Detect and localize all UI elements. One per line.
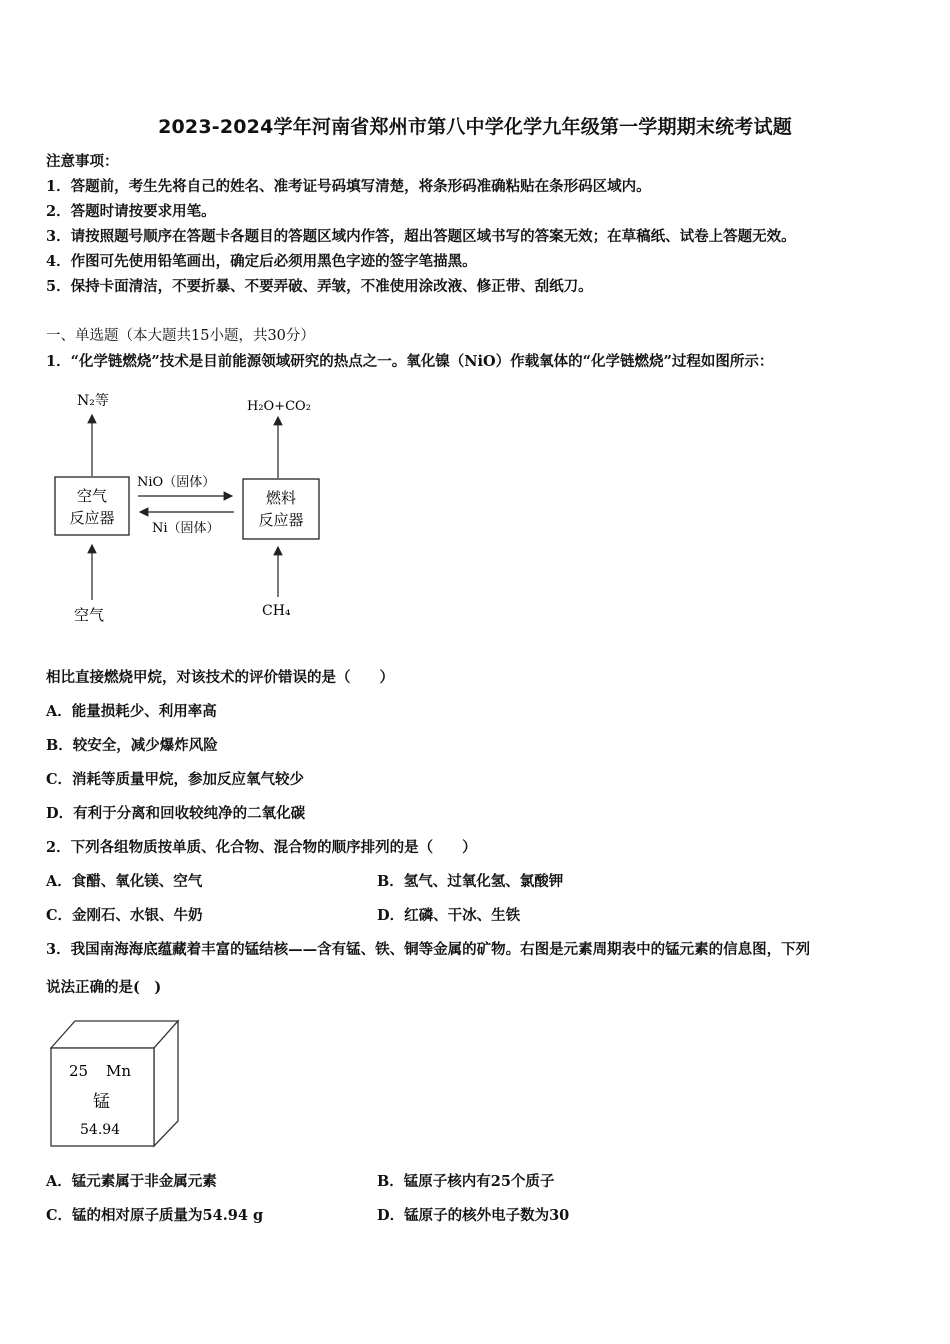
fuel-reactor-label: 反应器 [258, 511, 304, 529]
question-3-option: C．锰的相对原子质量为54.94 g [46, 1207, 264, 1224]
notice-item: 1．答题前，考生先将自己的姓名、准考证号码填写清楚，将条形码准确粘贴在条形码区域内。 [46, 178, 651, 195]
ni-label: Ni（固体） [152, 521, 220, 536]
question-1-option: D．有利于分离和回收较纯净的二氧化碳 [46, 805, 306, 822]
notice-item: 5．保持卡面清洁，不要折暴、不要弄破、弄皱，不准使用涂改液、修正带、刮纸刀。 [46, 278, 593, 295]
question-2-option: A．食醋、氧化镁、空气 [46, 873, 203, 890]
atomic-number: 25 [69, 1062, 89, 1080]
notice-item: 4．作图可先使用铅笔画出，确定后必须用黑色字迹的签字笔描黑。 [46, 253, 477, 270]
question-2-option: B．氢气、过氧化氢、氯酸钾 [377, 873, 564, 890]
notice-heading: 注意事项： [46, 153, 119, 170]
element-name: 锰 [93, 1092, 110, 1112]
question-3-stem: 说法正确的是( ) [46, 979, 162, 996]
air-reactor-label: 空气 [76, 487, 108, 505]
question-2-stem: 2．下列各组物质按单质、化合物、混合物的顺序排列的是（ ） [46, 839, 477, 856]
notice-item: 2．答题时请按要求用笔。 [46, 203, 216, 220]
chemical-looping-diagram [40, 385, 340, 635]
question-2-option: D．红磷、干冰、生铁 [377, 907, 521, 924]
section-heading: 一、单选题（本大题共15小题，共30分） [46, 328, 315, 344]
n2-label: N₂等 [77, 393, 109, 409]
element-symbol: Mn [106, 1062, 132, 1080]
question-3-stem: 3．我国南海海底蕴藏着丰富的锰结核——含有锰、铁、铜等金属的矿物。右图是元素周期表中的锰元素的信息图，下列 [46, 941, 811, 958]
question-3-option: A．锰元素属于非金属元素 [46, 1173, 217, 1190]
question-1-stem: 1．“化学链燃烧”技术是目前能源领域研究的热点之一。氧化镍（NiO）作载氧体的“化学链燃烧”过程如图所示： [46, 353, 774, 370]
fuel-reactor-box [243, 479, 319, 539]
manganese-element-card [45, 1018, 185, 1152]
air-reactor-label: 反应器 [69, 509, 115, 527]
question-1-option: A．能量损耗少、利用率高 [46, 703, 217, 720]
question-3-option: B．锰原子核内有25个质子 [377, 1173, 555, 1190]
atomic-mass: 54.94 [80, 1122, 121, 1138]
question-2-option: C．金刚石、水银、牛奶 [46, 907, 203, 924]
question-1-prompt: 相比直接燃烧甲烷，对该技术的评价错误的是（ ） [46, 669, 394, 686]
ch4-input-label: CH₄ [262, 603, 291, 619]
question-1-option: C．消耗等质量甲烷，参加反应氧气较少 [46, 771, 305, 788]
notice-item: 3．请按照题号顺序在答题卡各题目的答题区域内作答，超出答题区域书写的答案无效；在草稿纸、试卷上答题无效。 [46, 228, 796, 245]
products-label: H₂O+CO₂ [247, 399, 311, 414]
question-3-option: D．锰原子的核外电子数为30 [377, 1207, 570, 1224]
fuel-reactor-label: 燃料 [265, 489, 297, 507]
exam-title: 2023-2024学年河南省郑州市第八中学化学九年级第一学期期末统考试题 [158, 116, 792, 138]
air-input-label: 空气 [74, 606, 105, 624]
question-1-option: B．较安全，减少爆炸风险 [46, 737, 218, 754]
nio-label: NiO（固体） [137, 475, 216, 490]
